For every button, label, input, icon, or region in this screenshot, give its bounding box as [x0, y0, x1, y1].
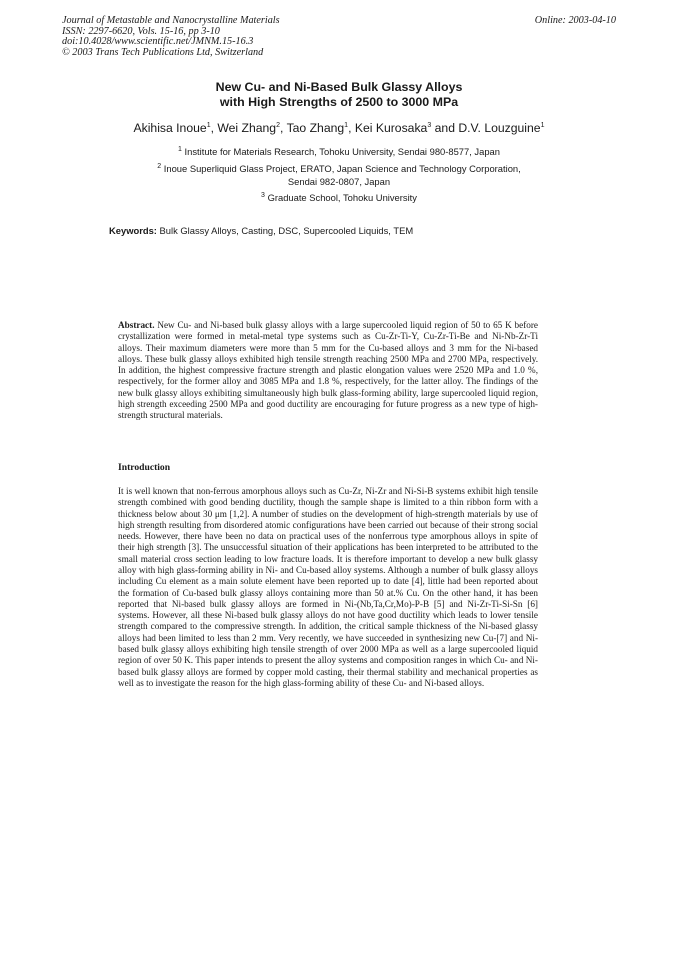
affiliation-mark: 3 — [261, 191, 265, 199]
paper-title — [0, 80, 678, 110]
keywords — [109, 225, 413, 236]
section-heading-introduction: Introduction — [118, 462, 171, 473]
affiliation-3 — [0, 192, 678, 205]
author-affiliation-mark: 2 — [276, 121, 280, 129]
paper-title-line-1: New Cu- and Ni-Based Bulk Glassy Alloys — [215, 80, 463, 94]
affiliation-text-line-2: Sendai 982-0807, Japan — [287, 175, 391, 187]
affiliation-mark: 1 — [178, 145, 182, 153]
journal-header — [62, 16, 622, 58]
author-affiliation-mark: 1 — [344, 121, 349, 129]
affiliation-text: Institute for Materials Research, Tohoku University, Sendai 980-8577, Japan — [184, 146, 500, 157]
affiliation-2 — [0, 163, 678, 188]
author-affiliation-mark: 3 — [427, 121, 432, 129]
author-affiliation-mark: 1 — [206, 121, 211, 129]
author-name: Wei Zhang — [217, 121, 277, 135]
author-separator: , — [280, 121, 287, 135]
abstract-text: New Cu- and Ni-based bulk glassy alloys with a large supercooled liquid region of 50 to 65 K before crystallization were formed in metal-metal type systems such as Cu-Zr-Ti-Y, Cu-Zr-Ti-Be and Ni-Nb-Zr-Ti alloys. Their maximum diameters were more than 5 mm for the Cu-based alloys and 3 mm for the Ni-based alloys. These bulk glassy alloys exhibited high tensile strength reaching 2500 MPa and 2700 MPa, respectively. In addition, the highest compressive fracture strength and plastic elongation values were 2520 MPa and 1.0 %, respectively, for the former alloy and 3085 MPa and 1.8 %, respectively, for the latter alloy. The findings of the new bulk glassy alloys exhibiting simultaneously high bulk glass-forming ability, large supercooled liquid region, high strength exceeding 2500 MPa and good ductility are encouraging for future progress as a new type of high-strength structural materials. — [118, 320, 538, 421]
journal-issn: ISSN: 2297-6620, Vols. 15-16, pp 3-10 — [62, 25, 220, 37]
author-separator: , — [210, 121, 218, 135]
author-separator: , — [348, 121, 355, 135]
affiliation-mark: 2 — [157, 162, 162, 170]
abstract-label: Abstract. — [118, 320, 155, 330]
author-affiliation-mark: 1 — [540, 121, 545, 129]
keywords-text: Bulk Glassy Alloys, Casting, DSC, Supercooled Liquids, TEM — [159, 225, 414, 236]
journal-copyright: © 2003 Trans Tech Publications Ltd, Switzerland — [62, 46, 264, 58]
affiliation-text: Inoue Superliquid Glass Project, ERATO, Japan Science and Technology Corporation, — [163, 163, 521, 174]
journal-doi: doi:10.4028/www.scientific.net/JMNM.15-16.3 — [62, 36, 254, 48]
introduction-body: It is well known that non-ferrous amorphous alloys such as Cu-Zr, Ni-Zr and Ni-Si-B systems exhibit high tensile strength combined with good bending ductility, though the sample shape is limited to a thin ribbon form with a thickness below about 30 μm [1,2]. A number of studies on the development of high-strength materials by use of high strength resulting from disordered atomic configurations have been carried out because of their strong social needs. However, there have been no data on practical uses of the nonferrous type amorphous alloys in spite of their high strength [3]. The unsuccessful situation of their applications has been interpreted to be attributed to the small material cross section leading to low fracture loads. It is therefore important to develop a new bulk glassy alloy with high glass-forming ability in Ni- and Cu-based alloy systems. Although a number of bulk glassy alloys including Cu element as a main solute element have been reported up to date [4], little had been reported about the formation of Cu-based bulk glassy alloys containing more than 50 at.% Cu. On the other hand, it has been reported that Ni-based bulk glassy alloys are formed in Ni-(Nb,Ta,Cr,Mo)-P-B [5] and Ni-Zr-Ti-Si-Sn [6] systems. However, all these Ni-based bulk glassy alloys do not have good ductility which leads to lower tensile strength compared to the compressive strength. In addition, the critical sample thickness of the Ni-based glassy alloys had been limited to less than 2 mm. Very recently, we have succeeded in synthesizing new Cu-[7] and Ni-based bulk glassy alloys exhibiting high tensile strength of over 2000 MPa as well as a large supercooled liquid region of over 50 K. This paper intends to present the alloy systems and composition ranges in which Cu- and Ni-based bulk glassy alloys are formed by copper mold casting, their thermal stability and mechanical properties as well as to investigate the reason for the high glass-forming ability of these Cu- and Ni-based alloys. — [118, 486, 538, 688]
abstract — [118, 320, 538, 422]
affiliation-text: Graduate School, Tohoku University — [267, 192, 417, 203]
journal-name: Journal of Metastable and Nanocrystalline Materials — [62, 15, 280, 26]
author-name: Tao Zhang — [286, 121, 345, 135]
affiliation-1 — [0, 146, 678, 159]
keywords-label: Keywords: — [109, 225, 157, 236]
paper-title-line-2: with High Strengths of 2500 to 3000 MPa — [219, 95, 459, 109]
author-list — [0, 121, 678, 135]
author-name: D.V. Louzguine — [458, 121, 541, 135]
author-name: Akihisa Inoue — [133, 121, 207, 135]
online-date: Online: 2003-04-10 — [534, 15, 616, 26]
author-name: Kei Kurosaka — [354, 121, 428, 135]
author-separator: and — [431, 121, 459, 135]
